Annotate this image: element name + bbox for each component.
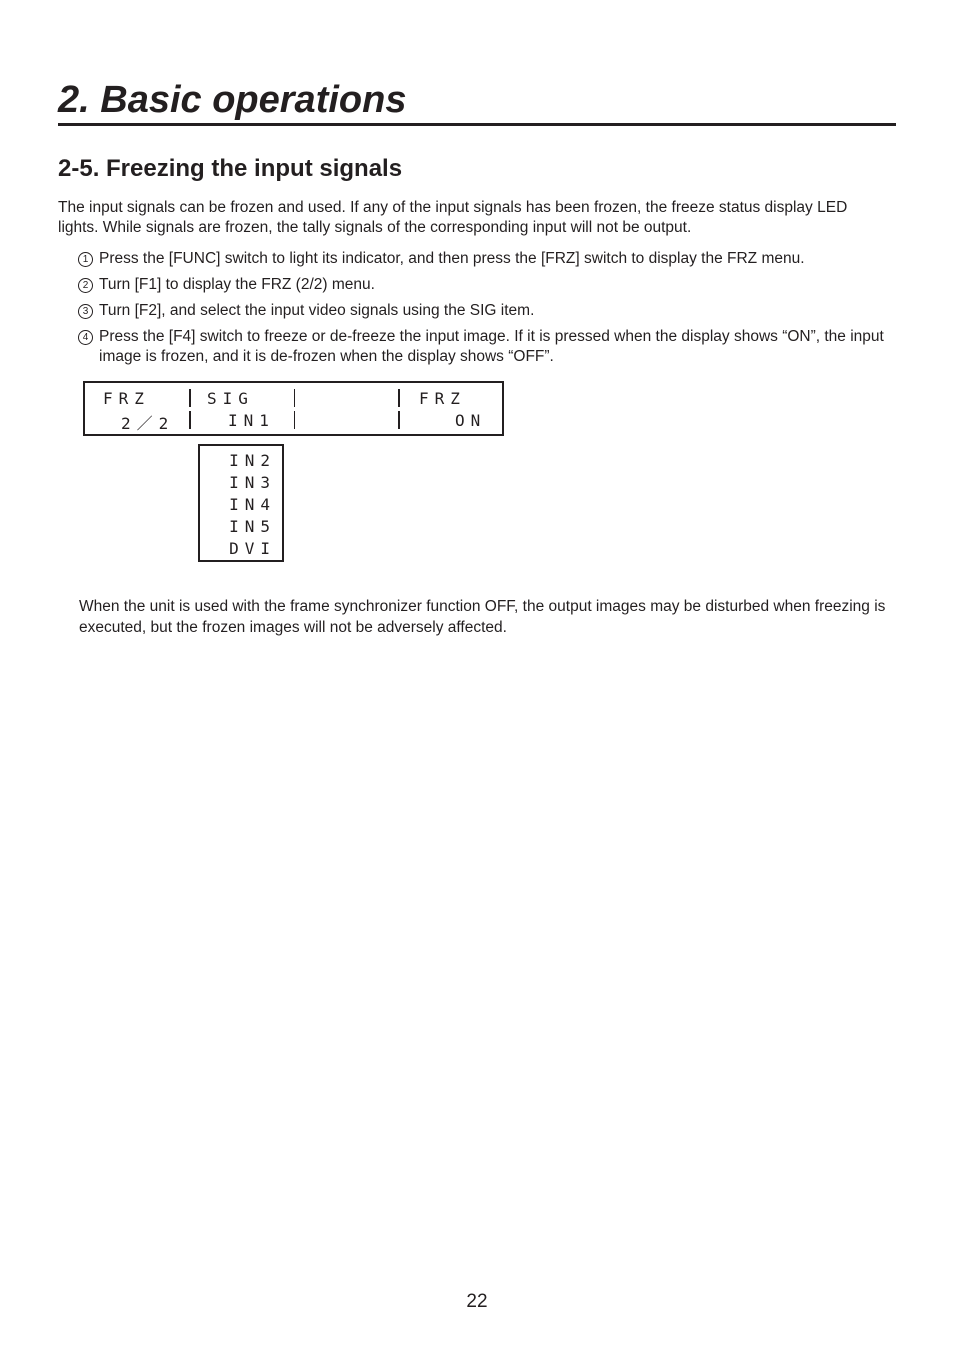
step-number-circle: 2	[78, 278, 93, 293]
step-item	[78, 249, 888, 269]
step-number-circle: 1	[78, 252, 93, 267]
lcd-display	[83, 381, 504, 436]
step-number-circle: 4	[78, 330, 93, 345]
lcd-separator	[294, 411, 295, 429]
sig-option: DVI	[229, 539, 276, 558]
step-number-circle: 3	[78, 304, 93, 319]
lcd-sig-label: SIG	[207, 389, 254, 408]
lcd-menu-label: FRZ	[103, 389, 150, 408]
sig-option: IN4	[229, 495, 276, 514]
sig-options-list	[198, 444, 284, 562]
step-text: Press the [FUNC] switch to light its indicator, and then press the [FRZ] switch to display the FRZ menu.	[99, 250, 805, 267]
step-item	[78, 327, 888, 367]
note-paragraph: When the unit is used with the frame synchronizer function OFF, the output images may be disturbed when freezing is executed, but the frozen images will not be adversely affected.	[79, 598, 886, 636]
lcd-separator	[189, 389, 191, 407]
lcd-frz-label: FRZ	[419, 389, 466, 408]
lcd-separator	[189, 411, 191, 429]
lcd-separator	[398, 411, 400, 429]
sig-option: IN5	[229, 517, 276, 536]
step-item	[78, 301, 888, 321]
chapter-title: 2. Basic operations	[58, 78, 896, 126]
sig-option: IN3	[229, 473, 276, 492]
steps-list	[78, 249, 888, 373]
sig-option: IN2	[229, 451, 276, 470]
step-text: Turn [F2], and select the input video signals using the SIG item.	[99, 302, 535, 319]
step-text: Turn [F1] to display the FRZ (2/2) menu.	[99, 276, 375, 293]
step-item	[78, 275, 888, 295]
lcd-frz-value: ON	[455, 411, 487, 430]
section-title: 2-5. Freezing the input signals	[58, 155, 403, 182]
lcd-separator	[294, 389, 295, 407]
intro-paragraph: The input signals can be frozen and used. If any of the input signals has been frozen, the freeze status display LED lights. While signals are frozen, the tally signals of the corresponding input will not be output.	[58, 199, 848, 236]
lcd-sig-value: IN1	[228, 411, 275, 430]
step-text: Press the [F4] switch to freeze or de-freeze the input image. If it is pressed when the display shows “ON”, the input image is frozen, and it is de-frozen when the display shows “OFF”.	[99, 328, 884, 365]
lcd-menu-page: 2／2	[121, 414, 175, 433]
lcd-separator	[398, 389, 400, 407]
page-number: 22	[466, 1291, 488, 1312]
